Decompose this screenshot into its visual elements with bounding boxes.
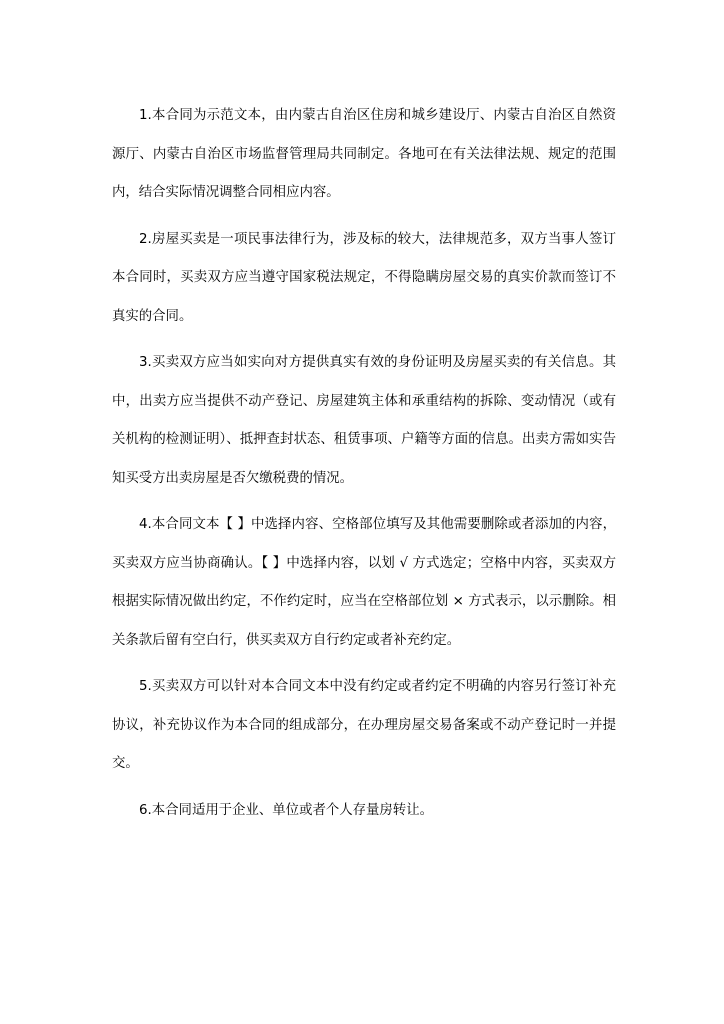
paragraph-4: 4.本合同文本【 】中选择内容、空格部位填写及其他需要删除或者添加的内容，买卖双方应当协商确认。【 】中选择内容，以划 √ 方式选定；空格中内容，买卖双方根据实际情况做出约定，不作约定时，应当在空格部位划 × 方式表示，以示删除。相关条款后留有空白行，供买卖双方自行约定或者补充约定。 <box>112 517 616 648</box>
paragraph-2: 2.房屋买卖是一项民事法律行为，涉及标的较大，法律规范多，双方当事人签订本合同时，买卖双方应当遵守国家税法规定，不得隐瞒房屋交易的真实价款而签订不真实的合同。 <box>112 231 616 324</box>
paragraph-5: 5.买卖双方可以针对本合同文本中没有约定或者约定不明确的内容另行签订补充协议，补充协议作为本合同的组成部分，在办理房屋交易备案或不动产登记时一并提交。 <box>112 679 616 771</box>
document-page <box>112 97 616 838</box>
paragraph-1: 1.本合同为示范文本，由内蒙古自治区住房和城乡建设厅、内蒙古自治区自然资源厅、内蒙古自治区市场监督管理局共同制定。各地可在有关法律法规、规定的范围内，结合实际情况调整合同相应内容。 <box>112 108 616 200</box>
paragraph-6: 6.本合同适用于企业、单位或者个人存量房转让。 <box>139 802 433 818</box>
paragraph-3: 3.买卖双方应当如实向对方提供真实有效的身份证明及房屋买卖的有关信息。其中，出卖方应当提供不动产登记、房屋建筑主体和承重结构的拆除、变动情况（或有关机构的检测证明）、抵押查封状态、租赁事项、户籍等方面的信息。出卖方需如实告知买受方出卖房屋是否欠缴税费的情况。 <box>112 355 616 486</box>
